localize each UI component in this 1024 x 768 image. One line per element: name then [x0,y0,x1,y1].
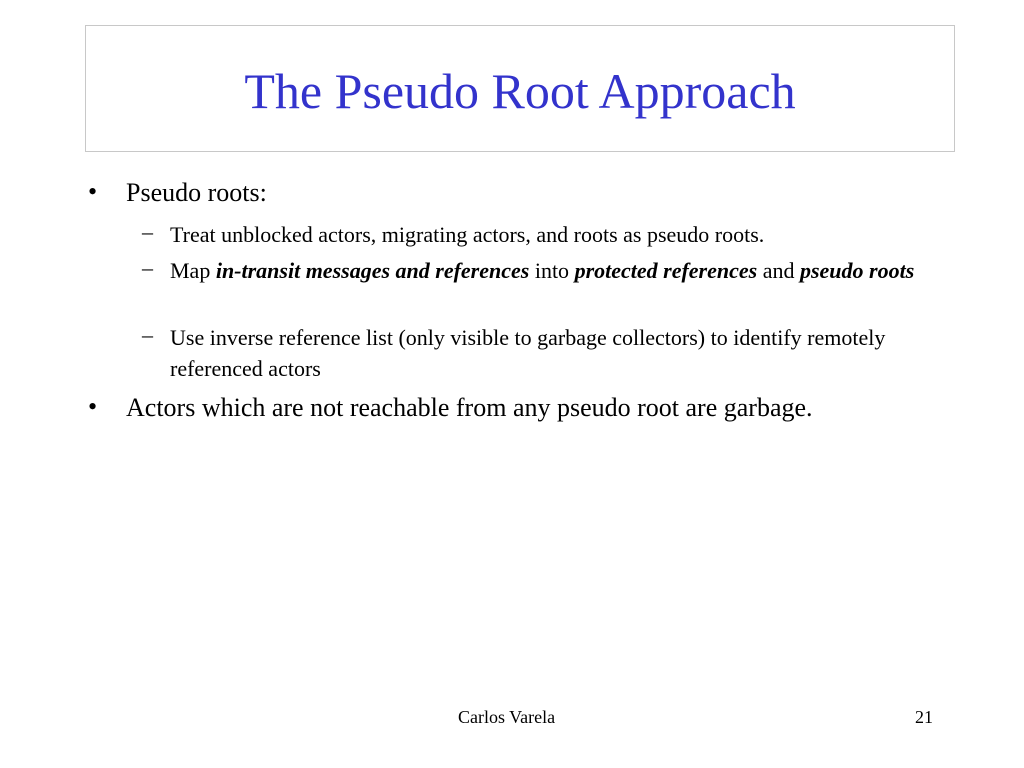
subbullet-text [170,255,930,286]
slide-title: The Pseudo Root Approach [244,62,796,119]
subbullet-marker: – [142,255,153,280]
subbullet-marker: – [142,322,153,347]
text-segment: Map [170,258,216,283]
text-segment: and [757,258,800,283]
emphasis-protected-references: protected references [574,258,758,283]
page-number: 21 [915,707,933,727]
subbullet-marker: – [142,219,153,244]
subbullet-text: Treat unblocked actors, migrating actors, and roots as pseudo roots. [170,222,765,247]
emphasis-in-transit: in-transit messages and references [215,258,530,283]
footer-author: Carlos Varela [458,707,556,727]
bullet-marker: • [88,392,98,421]
bullet-text: Pseudo roots: [126,178,267,207]
emphasis-pseudo-roots: pseudo roots [799,258,915,283]
title-frame [85,25,955,152]
bullet-marker: • [88,177,98,206]
text-segment: into [529,258,575,283]
subbullet-text: Use inverse reference list (only visible to garbage collectors) to identify remotely referenced actors [170,325,886,381]
bullet-text: Actors which are not reachable from any pseudo root are garbage. [126,393,813,422]
